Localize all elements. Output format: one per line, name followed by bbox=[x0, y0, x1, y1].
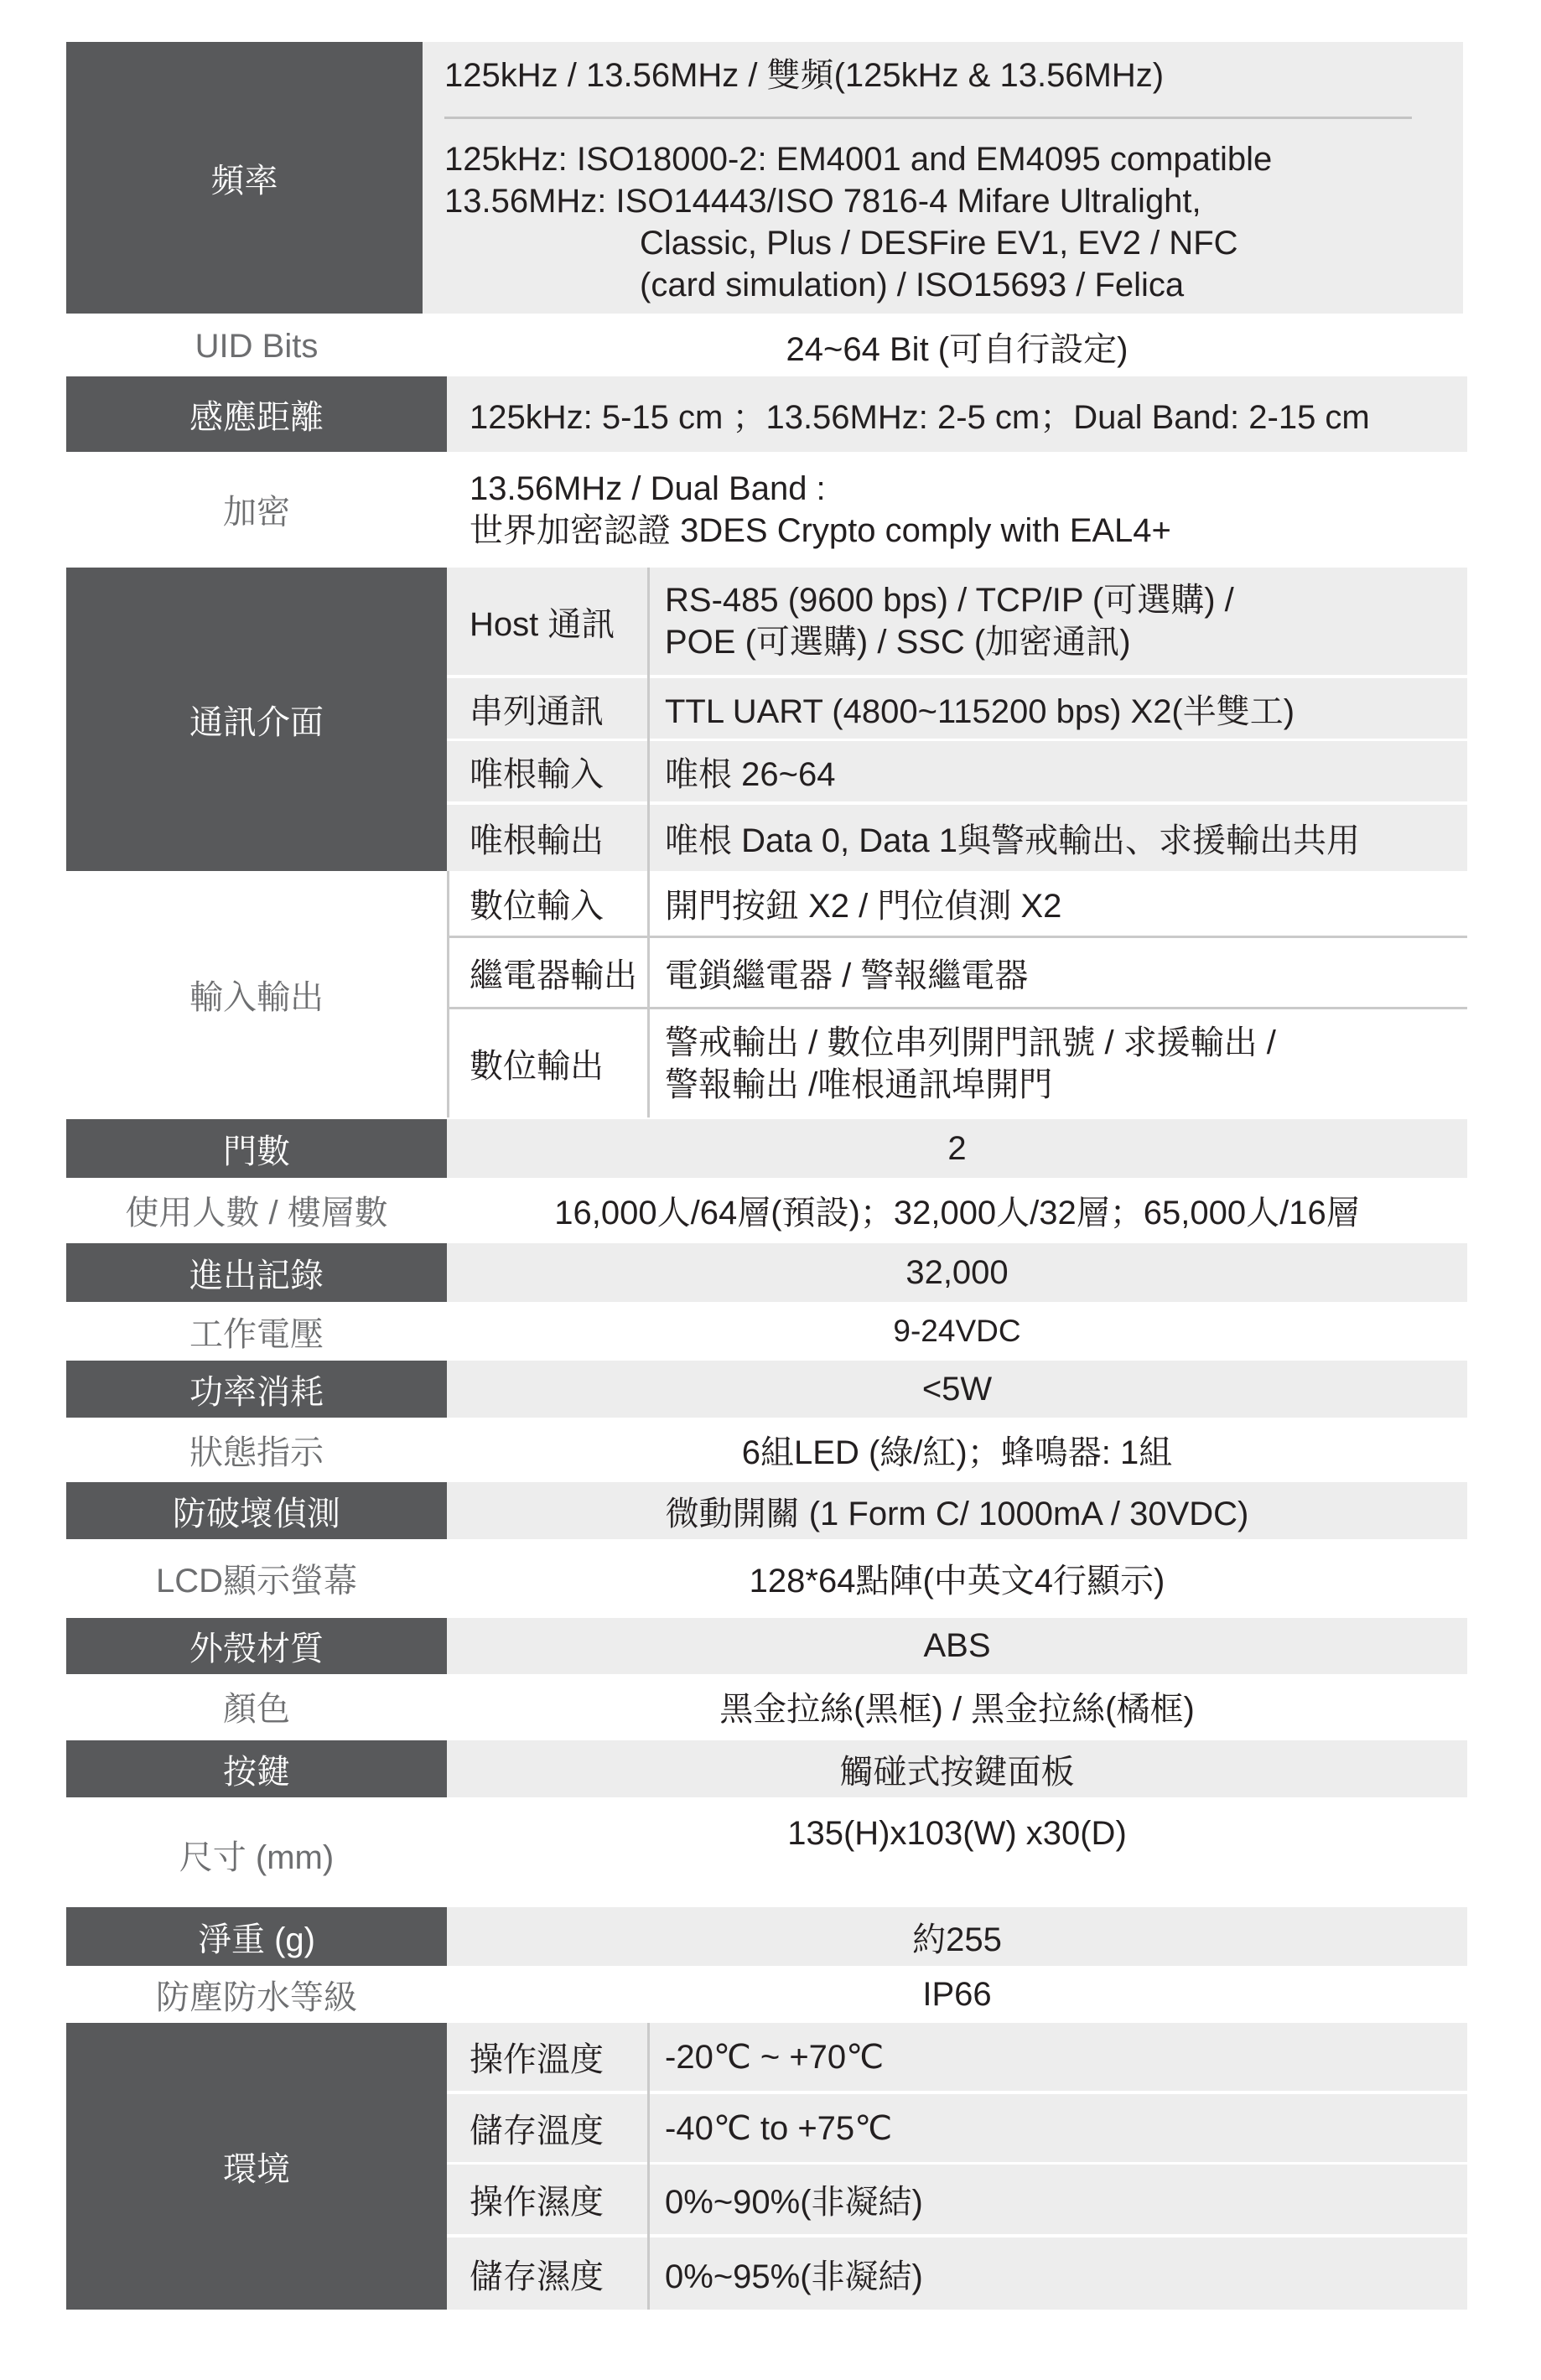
uid-bits-value: 24~64 Bit (可自行設定) bbox=[786, 330, 1129, 368]
column-divider bbox=[647, 2023, 650, 2310]
sub-value bbox=[650, 568, 1467, 675]
read-range-label: 感應距離 bbox=[66, 376, 447, 452]
event-logs-row bbox=[66, 1243, 1467, 1302]
communication-subtable bbox=[447, 568, 1467, 871]
tamper-value: 微動開關 (1 Form C/ 1000mA / 30VDC) bbox=[447, 1482, 1467, 1539]
io-label: 輸入輸出 bbox=[189, 978, 324, 1016]
frequency-label: 頻率 bbox=[66, 42, 423, 314]
sub-value bbox=[650, 1009, 1467, 1117]
housing-value: ABS bbox=[447, 1618, 1467, 1674]
sub-label: 操作濕度 bbox=[470, 2184, 604, 2221]
dimensions-value: 135(H)x103(W) x30(D) bbox=[787, 1815, 1127, 1852]
column-divider bbox=[647, 871, 650, 1117]
sub-row-serial bbox=[447, 678, 1467, 739]
voltage-value: 9-24VDC bbox=[893, 1314, 1021, 1348]
event-logs-value: 32,000 bbox=[447, 1243, 1467, 1302]
lcd-row bbox=[66, 1539, 1467, 1616]
sub-value-line: 警報輸出 /唯根通訊埠開門 bbox=[665, 1066, 1053, 1103]
frequency-row bbox=[66, 42, 1467, 314]
sub-label: 數位輸出 bbox=[470, 1048, 604, 1085]
communication-label: 通訊介面 bbox=[66, 568, 447, 871]
sub-row-digital-out bbox=[447, 1009, 1467, 1117]
frequency-divider bbox=[444, 117, 1412, 119]
sub-value: 0%~95%(非凝結) bbox=[665, 2258, 923, 2295]
housing-row bbox=[66, 1618, 1467, 1674]
sub-label: 串列通訊 bbox=[470, 692, 604, 730]
environment-label: 環境 bbox=[66, 2023, 447, 2310]
event-logs-label: 進出記錄 bbox=[66, 1243, 447, 1302]
sub-value: 電鎖繼電器 / 警報繼電器 bbox=[665, 957, 1029, 994]
sub-value: 唯根 26~64 bbox=[665, 755, 836, 793]
sub-value: -40℃ to +75℃ bbox=[665, 2109, 893, 2147]
sub-value-line: RS-485 (9600 bps) / TCP/IP (可選購) / bbox=[665, 582, 1234, 619]
doors-value: 2 bbox=[447, 1119, 1467, 1178]
encryption-label: 加密 bbox=[223, 494, 290, 531]
keypad-label: 按鍵 bbox=[66, 1740, 447, 1797]
status-value: 6組LED (綠/紅)；蜂鳴器: 1組 bbox=[741, 1434, 1173, 1471]
doors-label: 門數 bbox=[66, 1119, 447, 1178]
power-row bbox=[66, 1361, 1467, 1418]
housing-label: 外殼材質 bbox=[66, 1618, 447, 1674]
doors-row bbox=[66, 1119, 1467, 1178]
sub-label: 操作溫度 bbox=[470, 2041, 604, 2078]
frequency-standard-line: (card simulation) / ISO15693 / Felica bbox=[640, 267, 1185, 303]
sub-row-operating-humidity bbox=[447, 2165, 1467, 2234]
lcd-label: LCD顯示螢幕 bbox=[155, 1562, 358, 1600]
ip-rating-label: 防塵防水等級 bbox=[156, 1978, 357, 2016]
sub-label: Host 通訊 bbox=[470, 605, 615, 643]
frequency-standard-line: 125kHz: ISO18000-2: EM4001 and EM4095 compatible bbox=[444, 141, 1273, 178]
io-subtable bbox=[447, 871, 1467, 1117]
ip-rating-value: IP66 bbox=[922, 1975, 992, 2013]
sub-label: 儲存溫度 bbox=[470, 2113, 604, 2149]
dimensions-row bbox=[66, 1797, 1467, 1906]
weight-row bbox=[66, 1907, 1467, 1966]
uid-bits-row bbox=[66, 316, 1467, 376]
sub-label: 數位輸入 bbox=[470, 888, 604, 925]
sub-value: 0%~90%(非凝結) bbox=[665, 2184, 923, 2221]
read-range-value: 125kHz: 5-15 cm ；13.56MHz: 2-5 cm；Dual Band: 2-15 cm bbox=[447, 376, 1467, 452]
column-divider bbox=[647, 568, 650, 871]
communication-row bbox=[66, 568, 1467, 871]
sub-row-storage-humidity bbox=[447, 2237, 1467, 2310]
keypad-row bbox=[66, 1740, 1467, 1797]
sub-row-storage-temp bbox=[447, 2094, 1467, 2162]
frequency-bands: 125kHz / 13.56MHz / 雙頻(125kHz & 13.56MHz) bbox=[444, 57, 1165, 94]
sub-value: 開門按鈕 X2 / 門位偵測 X2 bbox=[665, 888, 1062, 925]
color-row bbox=[66, 1674, 1467, 1739]
voltage-row bbox=[66, 1302, 1467, 1361]
color-label: 顏色 bbox=[223, 1691, 290, 1728]
users-floors-row bbox=[66, 1178, 1467, 1242]
users-floors-label: 使用人數 / 樓層數 bbox=[125, 1194, 388, 1231]
sub-value: 唯根 Data 0, Data 1與警戒輸出、求援輸出共用 bbox=[665, 822, 1361, 859]
sub-value-line: 警戒輸出 / 數位串列開門訊號 / 求援輸出 / bbox=[665, 1024, 1276, 1061]
sub-row-relay-out bbox=[447, 938, 1467, 1007]
dimensions-label: 尺寸 (mm) bbox=[179, 1839, 335, 1876]
status-row bbox=[66, 1418, 1467, 1482]
sub-label: 唯根輸入 bbox=[470, 755, 604, 793]
ip-rating-row bbox=[66, 1966, 1467, 2023]
power-value: <5W bbox=[447, 1361, 1467, 1418]
encryption-line: 13.56MHz / Dual Band : bbox=[470, 469, 826, 507]
tamper-label: 防破壞偵測 bbox=[66, 1482, 447, 1539]
power-label: 功率消耗 bbox=[66, 1361, 447, 1418]
sub-label: 繼電器輸出 bbox=[470, 957, 637, 994]
encryption-row bbox=[66, 452, 1467, 567]
sub-row-wiegand-in bbox=[447, 741, 1467, 801]
weight-label: 淨重 (g) bbox=[66, 1907, 447, 1966]
sub-value: -20℃ ~ +70℃ bbox=[665, 2038, 885, 2076]
io-row bbox=[66, 871, 1467, 1117]
sub-row-operating-temp bbox=[447, 2023, 1467, 2091]
keypad-value: 觸碰式按鍵面板 bbox=[447, 1740, 1467, 1797]
sub-label: 唯根輸出 bbox=[470, 822, 604, 859]
lcd-value: 128*64點陣(中英文4行顯示) bbox=[749, 1562, 1165, 1600]
environment-row bbox=[66, 2023, 1467, 2310]
tamper-row bbox=[66, 1482, 1467, 1539]
sub-row-wiegand-out bbox=[447, 805, 1467, 871]
environment-subtable bbox=[447, 2023, 1467, 2310]
encryption-value bbox=[447, 452, 1467, 567]
left-border bbox=[447, 871, 449, 1117]
color-value: 黑金拉絲(黑框) / 黑金拉絲(橘框) bbox=[719, 1691, 1195, 1728]
sub-row-digital-in bbox=[447, 871, 1467, 936]
frequency-value bbox=[423, 42, 1463, 314]
voltage-label: 工作電壓 bbox=[189, 1315, 324, 1353]
read-range-row bbox=[66, 376, 1467, 452]
users-floors-value: 16,000人/64層(預設)；32,000人/32層；65,000人/16層 bbox=[554, 1194, 1360, 1231]
sub-value: TTL UART (4800~115200 bps) X2(半雙工) bbox=[665, 692, 1295, 730]
sub-row-host bbox=[447, 568, 1467, 675]
status-label: 狀態指示 bbox=[189, 1434, 324, 1471]
weight-value: 約255 bbox=[447, 1907, 1467, 1966]
sub-value-line: POE (可選購) / SSC (加密通訊) bbox=[665, 624, 1131, 661]
frequency-standards bbox=[423, 138, 1272, 306]
frequency-standard-line: 13.56MHz: ISO14443/ISO 7816-4 Mifare Ultralight, bbox=[444, 183, 1201, 220]
encryption-line: 世界加密認證 3DES Crypto comply with EAL4+ bbox=[470, 511, 1171, 549]
frequency-standard-line: Classic, Plus / DESFire EV1, EV2 / NFC bbox=[640, 225, 1238, 262]
uid-bits-label: UID Bits bbox=[195, 327, 319, 365]
sub-label: 儲存濕度 bbox=[470, 2258, 604, 2295]
